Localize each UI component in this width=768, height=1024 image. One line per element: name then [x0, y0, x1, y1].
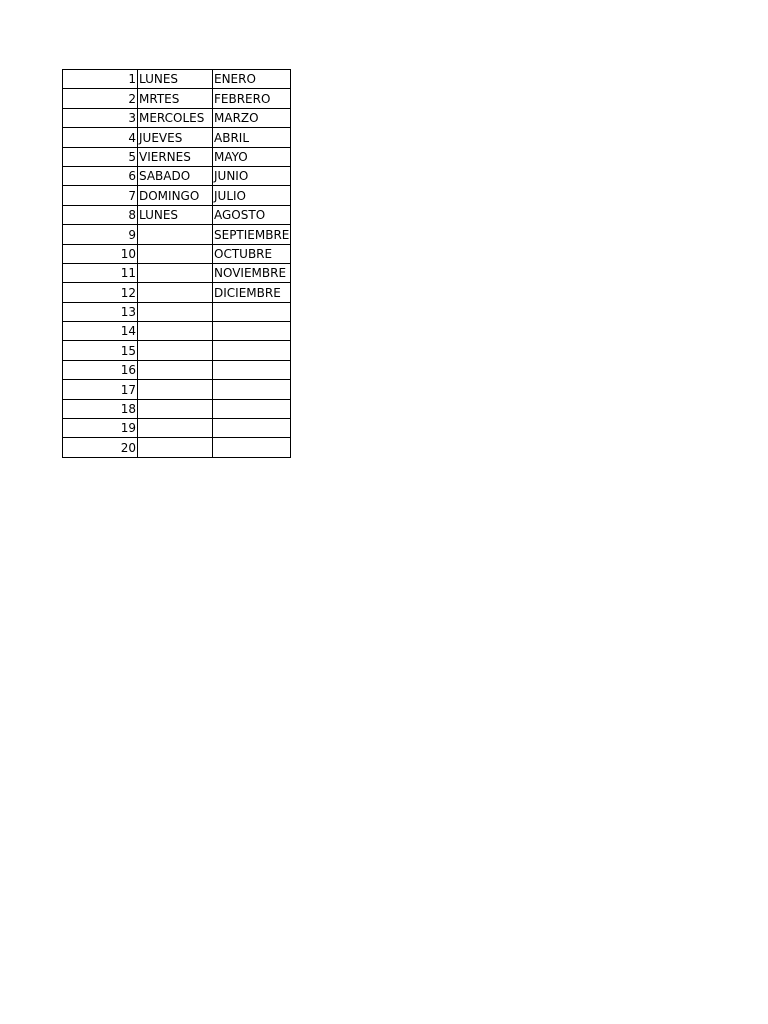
row-number-cell[interactable]: 3: [63, 108, 138, 127]
row-number-cell[interactable]: 4: [63, 128, 138, 147]
month-cell[interactable]: [213, 399, 291, 418]
month-cell[interactable]: [213, 322, 291, 341]
day-cell[interactable]: [138, 263, 213, 282]
day-cell[interactable]: VIERNES: [138, 147, 213, 166]
row-number-cell[interactable]: 20: [63, 438, 138, 457]
month-cell[interactable]: ABRIL: [213, 128, 291, 147]
table-row: [63, 166, 291, 185]
month-cell[interactable]: JUNIO: [213, 166, 291, 185]
table-row: [63, 147, 291, 166]
month-cell[interactable]: [213, 438, 291, 457]
table-row: [63, 380, 291, 399]
table-row: [63, 225, 291, 244]
row-number-cell[interactable]: 15: [63, 341, 138, 360]
month-cell[interactable]: ENERO: [213, 70, 291, 89]
day-cell[interactable]: LUNES: [138, 70, 213, 89]
day-cell[interactable]: JUEVES: [138, 128, 213, 147]
row-number-cell[interactable]: 12: [63, 283, 138, 302]
day-cell[interactable]: [138, 360, 213, 379]
table-row: [63, 283, 291, 302]
table-body: [63, 70, 291, 458]
table-row: [63, 89, 291, 108]
row-number-cell[interactable]: 19: [63, 419, 138, 438]
day-cell[interactable]: [138, 438, 213, 457]
day-cell[interactable]: [138, 322, 213, 341]
table-row: [63, 263, 291, 282]
row-number-cell[interactable]: 1: [63, 70, 138, 89]
table-row: [63, 244, 291, 263]
row-number-cell[interactable]: 6: [63, 166, 138, 185]
row-number-cell[interactable]: 8: [63, 205, 138, 224]
table-row: [63, 322, 291, 341]
table-row: [63, 360, 291, 379]
month-cell[interactable]: JULIO: [213, 186, 291, 205]
row-number-cell[interactable]: 10: [63, 244, 138, 263]
table-row: [63, 186, 291, 205]
table-row: [63, 205, 291, 224]
day-cell[interactable]: [138, 283, 213, 302]
table-row: [63, 70, 291, 89]
row-number-cell[interactable]: 18: [63, 399, 138, 418]
table-row: [63, 341, 291, 360]
day-cell[interactable]: DOMINGO: [138, 186, 213, 205]
day-cell[interactable]: LUNES: [138, 205, 213, 224]
month-cell[interactable]: [213, 302, 291, 321]
table-row: [63, 108, 291, 127]
spreadsheet-table: [62, 69, 291, 458]
month-cell[interactable]: DICIEMBRE: [213, 283, 291, 302]
month-cell[interactable]: MARZO: [213, 108, 291, 127]
day-cell[interactable]: [138, 380, 213, 399]
row-number-cell[interactable]: 14: [63, 322, 138, 341]
row-number-cell[interactable]: 17: [63, 380, 138, 399]
row-number-cell[interactable]: 5: [63, 147, 138, 166]
day-cell[interactable]: [138, 419, 213, 438]
month-cell[interactable]: NOVIEMBRE: [213, 263, 291, 282]
month-cell[interactable]: [213, 341, 291, 360]
table-row: [63, 302, 291, 321]
row-number-cell[interactable]: 13: [63, 302, 138, 321]
row-number-cell[interactable]: 2: [63, 89, 138, 108]
month-cell[interactable]: AGOSTO: [213, 205, 291, 224]
day-cell[interactable]: SABADO: [138, 166, 213, 185]
month-cell[interactable]: MAYO: [213, 147, 291, 166]
day-cell[interactable]: MERCOLES: [138, 108, 213, 127]
day-cell[interactable]: MRTES: [138, 89, 213, 108]
month-cell[interactable]: OCTUBRE: [213, 244, 291, 263]
month-cell[interactable]: FEBRERO: [213, 89, 291, 108]
day-cell[interactable]: [138, 399, 213, 418]
row-number-cell[interactable]: 9: [63, 225, 138, 244]
row-number-cell[interactable]: 7: [63, 186, 138, 205]
row-number-cell[interactable]: 16: [63, 360, 138, 379]
month-cell[interactable]: SEPTIEMBRE: [213, 225, 291, 244]
table-row: [63, 419, 291, 438]
month-cell[interactable]: [213, 360, 291, 379]
row-number-cell[interactable]: 11: [63, 263, 138, 282]
month-cell[interactable]: [213, 380, 291, 399]
table-row: [63, 399, 291, 418]
day-cell[interactable]: [138, 341, 213, 360]
table-row: [63, 438, 291, 457]
month-cell[interactable]: [213, 419, 291, 438]
day-cell[interactable]: [138, 225, 213, 244]
table-row: [63, 128, 291, 147]
day-cell[interactable]: [138, 244, 213, 263]
day-cell[interactable]: [138, 302, 213, 321]
